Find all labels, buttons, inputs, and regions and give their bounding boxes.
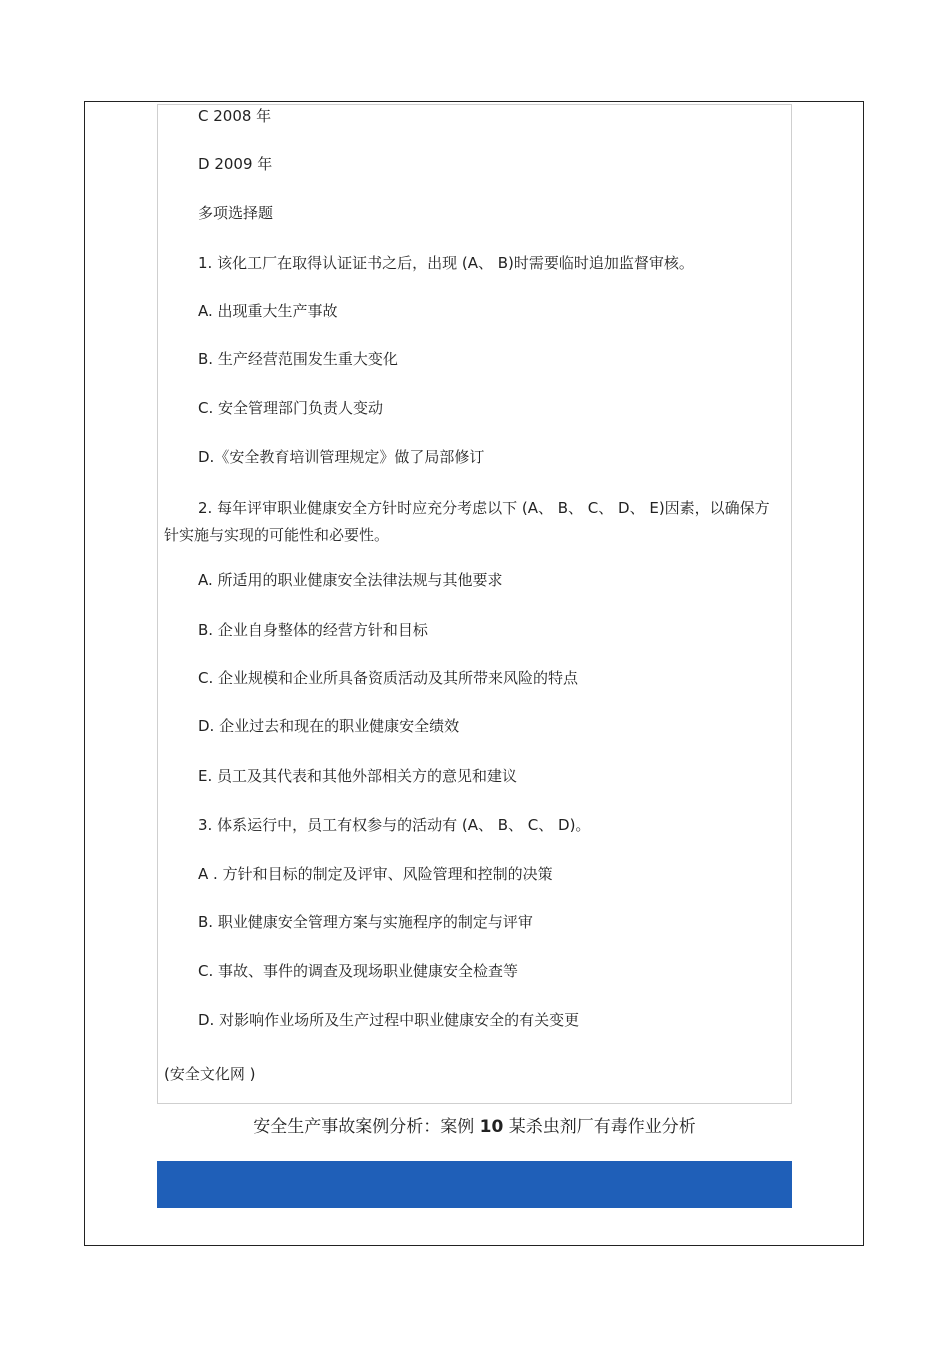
question-1-option-b: B. 生产经营范围发生重大变化 [198,350,398,368]
question-1-option-a: A. 出现重大生产事故 [198,302,338,320]
question-2-option-b: B. 企业自身整体的经营方针和目标 [198,621,428,639]
option-c-2008: C 2008 年 [198,107,272,125]
question-3-option-a: A . 方针和目标的制定及评审、风险管理和控制的决策 [198,865,553,883]
question-3: 3. 体系运行中，员工有权参与的活动有 (A、 B、 C、 D)。 [198,816,591,834]
question-2: 2. 每年评审职业健康安全方针时应充分考虑以下 (A、 B、 C、 D、 E)因素，以确保方针实施与实现的可能性和必要性。 [164,499,770,544]
case-title [157,1115,792,1139]
question-2-option-e: E. 员工及其代表和其他外部相关方的意见和建议 [198,767,518,785]
source-note: (安全文化网 ) [164,1065,256,1083]
section-title-multiple-choice: 多项选择题 [198,204,274,222]
question-2-option-d: D. 企业过去和现在的职业健康安全绩效 [198,717,460,735]
question-2-option-c: C. 企业规模和企业所具备资质活动及其所带来风险的特点 [198,669,579,687]
case-title-prefix: 安全生产事故案例分析：案例 [253,1117,480,1137]
question-1: 1. 该化工厂在取得认证证书之后，出现 (A、 B)时需要临时追加监督审核。 [198,254,694,272]
blue-banner [157,1161,792,1208]
question-3-option-d: D. 对影响作业场所及生产过程中职业健康安全的有关变更 [198,1011,580,1029]
question-2-option-a: A. 所适用的职业健康安全法律法规与其他要求 [198,571,503,589]
case-title-number: 10 [479,1117,504,1137]
question-1-option-d: D.《安全教育培训管理规定》做了局部修订 [198,448,485,466]
question-3-option-c: C. 事故、事件的调查及现场职业健康安全检查等 [198,962,519,980]
case-title-suffix: 某杀虫剂厂有毒作业分析 [503,1117,696,1137]
question-1-option-c: C. 安全管理部门负责人变动 [198,399,384,417]
option-d-2009: D 2009 年 [198,155,273,173]
question-3-option-b: B. 职业健康安全管理方案与实施程序的制定与评审 [198,913,533,931]
